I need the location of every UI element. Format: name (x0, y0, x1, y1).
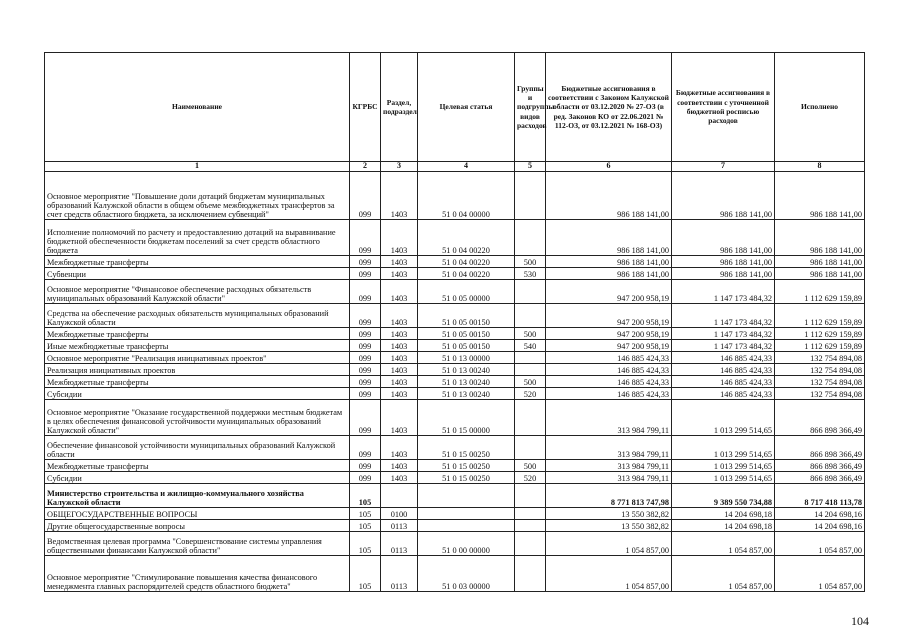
cell-refined: 146 885 424,33 (672, 388, 775, 400)
cell-executed: 132 754 894,08 (775, 388, 865, 400)
cell-krbs: 099 (350, 352, 381, 364)
cell-krbs: 099 (350, 388, 381, 400)
cell-krbs: 099 (350, 340, 381, 352)
header-name: Наименование (45, 53, 350, 162)
table-row (45, 376, 865, 388)
cell-refined: 986 188 141,00 (672, 268, 775, 280)
cell-name: Основное мероприятие "Финансовое обеспечение расходных обязательств муниципальных образований Калужской области" (45, 280, 350, 304)
cell-approved: 947 200 958,19 (546, 328, 672, 340)
cell-section (381, 484, 418, 508)
column-number: 6 (546, 162, 672, 172)
cell-approved: 146 885 424,33 (546, 364, 672, 376)
header-groups: Группы и подгруппы видов расходов (515, 53, 546, 162)
cell-name: Межбюджетные трансферты (45, 256, 350, 268)
cell-section: 1403 (381, 436, 418, 460)
cell-executed: 1 112 629 159,89 (775, 328, 865, 340)
cell-section: 1403 (381, 280, 418, 304)
cell-section: 1403 (381, 220, 418, 256)
cell-approved: 146 885 424,33 (546, 376, 672, 388)
cell-executed: 8 717 418 113,78 (775, 484, 865, 508)
cell-executed: 132 754 894,08 (775, 364, 865, 376)
table-row (45, 256, 865, 268)
cell-name: Иные межбюджетные трансферты (45, 340, 350, 352)
cell-refined: 146 885 424,33 (672, 352, 775, 364)
cell-krbs: 099 (350, 460, 381, 472)
cell-name: Министерство строительства и жилищно-коммунального хозяйства Калужской области (45, 484, 350, 508)
cell-name: Другие общегосударственные вопросы (45, 520, 350, 532)
cell-target: 51 0 04 00220 (418, 256, 515, 268)
cell-approved: 986 188 141,00 (546, 268, 672, 280)
cell-target: 51 0 05 00150 (418, 328, 515, 340)
cell-krbs: 099 (350, 364, 381, 376)
cell-krbs: 099 (350, 304, 381, 328)
cell-name: Основное мероприятие "Оказание государственной поддержки местным бюджетам в целях обеспечения финансовой устойчивости муниципальных образований Калужской области" (45, 400, 350, 436)
cell-section: 1403 (381, 388, 418, 400)
cell-refined: 146 885 424,33 (672, 376, 775, 388)
table-row (45, 280, 865, 304)
column-number: 4 (418, 162, 515, 172)
column-number-row (45, 162, 865, 172)
cell-section: 1403 (381, 364, 418, 376)
cell-krbs: 099 (350, 436, 381, 460)
cell-executed: 866 898 366,49 (775, 400, 865, 436)
cell-group: 500 (515, 376, 546, 388)
cell-krbs: 099 (350, 172, 381, 220)
cell-approved: 986 188 141,00 (546, 172, 672, 220)
header-refined: Бюджетные ассигнования в соответствии с уточненной бюджетной росписью расходов (672, 53, 775, 162)
cell-group: 500 (515, 256, 546, 268)
cell-approved: 947 200 958,19 (546, 340, 672, 352)
cell-name: ОБЩЕГОСУДАРСТВЕННЫЕ ВОПРОСЫ (45, 508, 350, 520)
cell-refined: 1 054 857,00 (672, 556, 775, 592)
cell-approved: 1 054 857,00 (546, 532, 672, 556)
cell-refined: 14 204 698,18 (672, 520, 775, 532)
cell-refined: 1 147 173 484,32 (672, 328, 775, 340)
header-target: Целевая статья (418, 53, 515, 162)
cell-approved: 1 054 857,00 (546, 556, 672, 592)
table-body (45, 162, 865, 592)
cell-krbs: 105 (350, 508, 381, 520)
cell-krbs: 099 (350, 268, 381, 280)
cell-target: 51 0 05 00150 (418, 340, 515, 352)
cell-name: Средства на обеспечение расходных обязательств муниципальных образований Калужской области (45, 304, 350, 328)
cell-group: 530 (515, 268, 546, 280)
cell-approved: 13 550 382,82 (546, 508, 672, 520)
cell-approved: 13 550 382,82 (546, 520, 672, 532)
cell-executed: 986 188 141,00 (775, 172, 865, 220)
cell-executed: 866 898 366,49 (775, 436, 865, 460)
cell-section: 1403 (381, 400, 418, 436)
table-row (45, 388, 865, 400)
table-row (45, 352, 865, 364)
cell-group: 520 (515, 388, 546, 400)
cell-group (515, 400, 546, 436)
table-row (45, 556, 865, 592)
cell-executed: 132 754 894,08 (775, 376, 865, 388)
cell-target: 51 0 15 00250 (418, 436, 515, 460)
cell-name: Межбюджетные трансферты (45, 376, 350, 388)
cell-target: 51 0 00 00000 (418, 532, 515, 556)
cell-refined: 986 188 141,00 (672, 220, 775, 256)
cell-executed: 986 188 141,00 (775, 220, 865, 256)
cell-name: Субсидии (45, 472, 350, 484)
cell-executed: 1 112 629 159,89 (775, 340, 865, 352)
cell-target (418, 520, 515, 532)
header-row (45, 53, 865, 162)
table-row (45, 328, 865, 340)
cell-refined: 986 188 141,00 (672, 256, 775, 268)
cell-group (515, 508, 546, 520)
cell-target: 51 0 03 00000 (418, 556, 515, 592)
table-row (45, 460, 865, 472)
cell-refined: 146 885 424,33 (672, 364, 775, 376)
cell-target: 51 0 04 00220 (418, 220, 515, 256)
cell-group: 500 (515, 460, 546, 472)
cell-name: Ведомственная целевая программа "Совершенствование системы управления общественными финансами Калужской области" (45, 532, 350, 556)
cell-executed: 14 204 698,16 (775, 508, 865, 520)
cell-approved: 8 771 813 747,98 (546, 484, 672, 508)
cell-krbs: 099 (350, 256, 381, 268)
cell-executed: 986 188 141,00 (775, 268, 865, 280)
cell-krbs: 099 (350, 280, 381, 304)
cell-target: 51 0 15 00250 (418, 472, 515, 484)
cell-refined: 14 204 698,18 (672, 508, 775, 520)
cell-group: 540 (515, 340, 546, 352)
cell-name: Основное мероприятие "Повышение доли дотаций бюджетам муниципальных образований Калужской области в общем объеме межбюджетных трансфертов за счет средств областного бюджета, за исключением субвенций" (45, 172, 350, 220)
cell-krbs: 099 (350, 376, 381, 388)
cell-target: 51 0 13 00240 (418, 388, 515, 400)
table-row (45, 520, 865, 532)
table-row (45, 436, 865, 460)
cell-target: 51 0 13 00240 (418, 376, 515, 388)
cell-section: 1403 (381, 328, 418, 340)
cell-approved: 947 200 958,19 (546, 280, 672, 304)
table-row (45, 340, 865, 352)
table-row (45, 268, 865, 280)
table-row (45, 220, 865, 256)
cell-refined: 1 147 173 484,32 (672, 280, 775, 304)
cell-name: Реализация инициативных проектов (45, 364, 350, 376)
cell-group (515, 172, 546, 220)
page-number: 104 (851, 614, 869, 628)
cell-approved: 313 984 799,11 (546, 472, 672, 484)
cell-section: 0100 (381, 508, 418, 520)
cell-section: 1403 (381, 472, 418, 484)
cell-group (515, 364, 546, 376)
cell-target: 51 0 13 00000 (418, 352, 515, 364)
cell-group (515, 484, 546, 508)
cell-approved: 986 188 141,00 (546, 256, 672, 268)
header-krbs: КГРБС (350, 53, 381, 162)
cell-approved: 947 200 958,19 (546, 304, 672, 328)
cell-section: 1403 (381, 352, 418, 364)
cell-krbs: 099 (350, 472, 381, 484)
cell-section: 1403 (381, 376, 418, 388)
cell-krbs: 099 (350, 400, 381, 436)
cell-executed: 1 054 857,00 (775, 556, 865, 592)
cell-section: 1403 (381, 304, 418, 328)
cell-group (515, 220, 546, 256)
cell-section: 0113 (381, 520, 418, 532)
header-approved: Бюджетные ассигнования в соответствии с Законом Калужской области от 03.12.2020 № 27-ОЗ (в ред. Законов КО от 22.06.2021 № 112-ОЗ, от 03.12.2021 № 168-ОЗ) (546, 53, 672, 162)
cell-section: 1403 (381, 172, 418, 220)
cell-krbs: 099 (350, 220, 381, 256)
cell-refined: 1 147 173 484,32 (672, 304, 775, 328)
cell-krbs: 105 (350, 520, 381, 532)
cell-section: 1403 (381, 256, 418, 268)
table-row (45, 484, 865, 508)
cell-approved: 146 885 424,33 (546, 352, 672, 364)
cell-group (515, 304, 546, 328)
cell-section: 0113 (381, 556, 418, 592)
cell-name: Обеспечение финансовой устойчивости муниципальных образований Калужской области (45, 436, 350, 460)
cell-target: 51 0 15 00000 (418, 400, 515, 436)
cell-target (418, 508, 515, 520)
table-row (45, 472, 865, 484)
cell-section: 1403 (381, 460, 418, 472)
cell-refined: 1 013 299 514,65 (672, 460, 775, 472)
cell-name: Межбюджетные трансферты (45, 460, 350, 472)
column-number: 1 (45, 162, 350, 172)
cell-refined: 1 013 299 514,65 (672, 472, 775, 484)
cell-name: Субсидии (45, 388, 350, 400)
cell-group (515, 532, 546, 556)
column-number: 5 (515, 162, 546, 172)
cell-group (515, 352, 546, 364)
cell-executed: 866 898 366,49 (775, 460, 865, 472)
cell-approved: 313 984 799,11 (546, 400, 672, 436)
cell-group: 520 (515, 472, 546, 484)
column-number: 8 (775, 162, 865, 172)
cell-krbs: 099 (350, 328, 381, 340)
cell-krbs: 105 (350, 484, 381, 508)
cell-approved: 146 885 424,33 (546, 388, 672, 400)
column-number: 7 (672, 162, 775, 172)
cell-refined: 1 054 857,00 (672, 532, 775, 556)
cell-krbs: 105 (350, 556, 381, 592)
cell-group (515, 556, 546, 592)
table-row (45, 364, 865, 376)
cell-refined: 986 188 141,00 (672, 172, 775, 220)
cell-name: Субвенции (45, 268, 350, 280)
cell-krbs: 105 (350, 532, 381, 556)
cell-refined: 1 147 173 484,32 (672, 340, 775, 352)
cell-approved: 313 984 799,11 (546, 436, 672, 460)
header-section: Раздел, подраздел (381, 53, 418, 162)
cell-section: 0113 (381, 532, 418, 556)
table-row (45, 508, 865, 520)
column-number: 3 (381, 162, 418, 172)
table-row (45, 172, 865, 220)
cell-name: Основное мероприятие "Стимулирование повышения качества финансового менеджмента главных распорядителей средств областного бюджета" (45, 556, 350, 592)
cell-name: Исполнение полномочий по расчету и предоставлению дотаций на выравнивание бюджетной обеспеченности бюджетам поселений за счет средств областного бюджета (45, 220, 350, 256)
cell-refined: 1 013 299 514,65 (672, 400, 775, 436)
cell-target: 51 0 13 00240 (418, 364, 515, 376)
cell-executed: 1 112 629 159,89 (775, 304, 865, 328)
cell-target: 51 0 05 00150 (418, 304, 515, 328)
table-row (45, 304, 865, 328)
cell-name: Межбюджетные трансферты (45, 328, 350, 340)
cell-group: 500 (515, 328, 546, 340)
cell-approved: 986 188 141,00 (546, 220, 672, 256)
cell-executed: 1 112 629 159,89 (775, 280, 865, 304)
column-number: 2 (350, 162, 381, 172)
cell-group (515, 520, 546, 532)
cell-refined: 1 013 299 514,65 (672, 436, 775, 460)
cell-name: Основное мероприятие "Реализация инициативных проектов" (45, 352, 350, 364)
cell-section: 1403 (381, 340, 418, 352)
cell-executed: 986 188 141,00 (775, 256, 865, 268)
cell-section: 1403 (381, 268, 418, 280)
cell-refined: 9 389 550 734,88 (672, 484, 775, 508)
cell-target: 51 0 04 00220 (418, 268, 515, 280)
header-executed: Исполнено (775, 53, 865, 162)
cell-executed: 14 204 698,16 (775, 520, 865, 532)
cell-executed: 1 054 857,00 (775, 532, 865, 556)
cell-executed: 132 754 894,08 (775, 352, 865, 364)
cell-approved: 313 984 799,11 (546, 460, 672, 472)
cell-executed: 866 898 366,49 (775, 472, 865, 484)
cell-group (515, 280, 546, 304)
cell-target: 51 0 05 00000 (418, 280, 515, 304)
budget-table (44, 52, 865, 592)
cell-group (515, 436, 546, 460)
cell-target: 51 0 04 00000 (418, 172, 515, 220)
table-row (45, 532, 865, 556)
cell-target (418, 484, 515, 508)
table-row (45, 400, 865, 436)
cell-target: 51 0 15 00250 (418, 460, 515, 472)
